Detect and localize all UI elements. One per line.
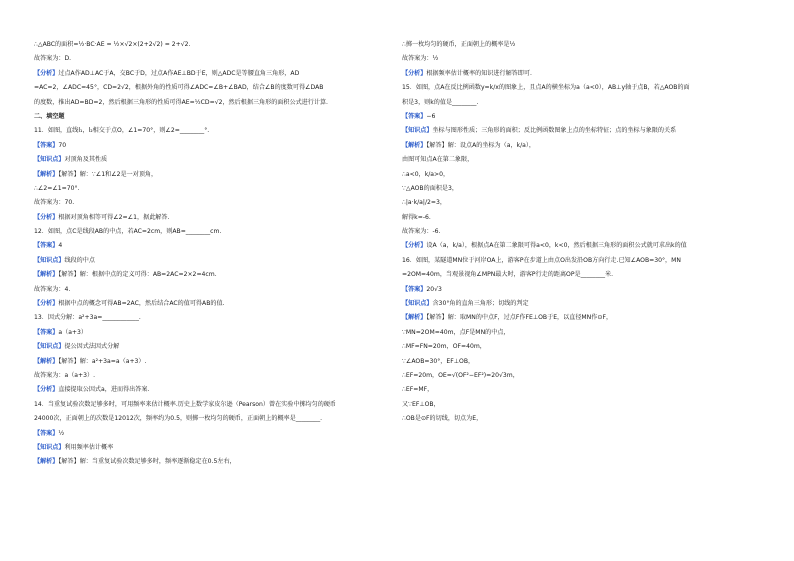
- line-text: 24000次，正面朝上的次数是12012次，频率约为0.5，则掷一枚均匀的硬币，正面朝上的概率是________.: [34, 415, 323, 423]
- line-text: 利用频率估计概率: [64, 443, 114, 451]
- bracket-label: 【知识点】: [34, 443, 65, 451]
- line-text: 提公因式法因式分解: [64, 343, 120, 351]
- line-text: 【解答】解：当重复试验次数足够多时，频率逐渐稳定在0.5左右，: [58, 458, 236, 466]
- line-text: 12．如图，点C是线段AB的中点，若AC=2cm，则AB=________cm.: [34, 228, 222, 236]
- line-text: ∴|a·k/a|/2=3，: [402, 199, 446, 207]
- bracket-label: 【解析】: [34, 458, 59, 466]
- line-text: 11．如图，直线l₁，l₂相交于点O，∠1=70°，则∠2=________°.: [34, 127, 210, 135]
- line-text: ∴EF=MF，: [402, 386, 434, 394]
- text-line: [34, 124, 386, 138]
- text-line: [402, 340, 764, 354]
- bracket-label: 【分析】: [34, 300, 59, 308]
- line-text: 解得k=-6.: [402, 213, 431, 221]
- bracket-label: 【答案】: [34, 328, 59, 336]
- text-line: [34, 182, 386, 196]
- line-text: 【解答】解：根据中点的定义可得：AB=2AC=2×2=4cm.: [58, 271, 217, 279]
- line-text: 的度数，推出AD=BD=2，然后根据三角形的性质可得AE=½CD=√2，然后根据三角形的面积公式进行计算.: [34, 98, 328, 106]
- right-column: [402, 38, 764, 427]
- bracket-label: 【知识点】: [34, 156, 65, 164]
- bracket-label: 【答案】: [402, 285, 427, 293]
- bracket-label: 【分析】: [402, 242, 427, 250]
- line-text: 70: [58, 141, 67, 149]
- bracket-label: 【解析】: [402, 141, 427, 149]
- left-column: [34, 38, 386, 470]
- line-text: 坐标与图形性质；三角形的面积；反比例函数图象上点的坐标特征；点的坐标与象限的关系: [432, 127, 677, 135]
- text-line: [402, 139, 764, 153]
- line-text: 故答案为：70.: [34, 199, 75, 207]
- text-line: [402, 225, 764, 239]
- text-line: [34, 52, 386, 66]
- line-text: 线段的中点: [64, 256, 95, 264]
- text-line: [34, 67, 386, 81]
- line-text: 15．如图，点A在反比例函数y=k/x的图象上，且点A的横坐标为a（a<0），AB⊥y轴于点B，若△AOB的面: [402, 84, 690, 92]
- text-line: [34, 239, 386, 253]
- text-line: [402, 196, 764, 210]
- text-line: [34, 211, 386, 225]
- text-line: [34, 455, 386, 469]
- line-text: 【解答】解：∵∠1和∠2是一对顶角，: [58, 170, 158, 178]
- text-line: [402, 254, 764, 268]
- line-text: 含30°角的直角三角形；切线的判定: [432, 300, 529, 308]
- text-line: [402, 110, 764, 124]
- line-text: 根据对顶角相等可得∠2=∠1，据此解答.: [58, 213, 170, 221]
- line-text: 故答案为：4.: [34, 285, 71, 293]
- line-text: 由图可知点A在第二象限，: [402, 156, 474, 164]
- text-line: [402, 67, 764, 81]
- text-line: [402, 182, 764, 196]
- text-line: [34, 355, 386, 369]
- line-text: ∴EF=20m，OE=√(OF²−EF²)=20√3m，: [402, 371, 519, 379]
- bracket-label: 【分析】: [34, 386, 59, 394]
- text-line: [34, 412, 386, 426]
- line-text: ∴a<0，k/a>0，: [402, 170, 450, 178]
- line-text: 【解答】解：取MN的中点F，过点F作FE⊥OB于E，以直径MN作⊙F，: [426, 314, 613, 322]
- text-line: [34, 398, 386, 412]
- text-line: [34, 225, 386, 239]
- text-line: [34, 427, 386, 441]
- line-text: ∴△ABC的面积=½·BC·AE = ½×√2×(2+2√2) = 2+√2.: [34, 41, 191, 48]
- text-line: [34, 38, 386, 52]
- line-text: ½: [58, 429, 65, 437]
- text-line: [402, 52, 764, 66]
- line-text: 4: [58, 242, 63, 250]
- line-text: 13．因式分解：a²+3a=____________.: [34, 314, 141, 322]
- line-text: ∴掷一枚均匀的硬币，正面朝上的概率是½: [402, 41, 516, 48]
- bracket-label: 【答案】: [402, 112, 427, 120]
- bracket-label: 【答案】: [34, 141, 59, 149]
- text-line: [34, 196, 386, 210]
- text-line: [402, 383, 764, 397]
- line-text: 过点A作AD⊥AC于A，交BC于D，过点A作AE⊥BD于E，则△ADC是等腰直角三角形，AD: [58, 69, 300, 77]
- line-text: 直接提取公因式a，进而得出答案.: [58, 386, 150, 394]
- text-line: [402, 369, 764, 383]
- line-text: −6: [426, 112, 436, 120]
- line-text: 14．当重复试验次数足够多时，可用频率来估计概率.历史上数学家皮尔逊（Pearson）曾在实验中掷均匀的硬币: [34, 400, 337, 408]
- text-line: [34, 311, 386, 325]
- text-line: [402, 96, 764, 110]
- text-line: [34, 96, 386, 110]
- line-text: 根据中点的概念可得AB=2AC，然后结合AC的值可得AB的值.: [58, 300, 225, 308]
- line-text: 根据频率估计概率的知识进行解答即可.: [426, 69, 532, 77]
- bracket-label: 【分析】: [34, 69, 59, 77]
- bracket-label: 【知识点】: [402, 127, 433, 135]
- line-text: 故答案为：D.: [34, 55, 72, 63]
- line-text: =2OM=40m，当观景视角∠MPN最大时，游客P行走的距离OP是________米.: [402, 271, 614, 279]
- line-text: 20√3: [426, 285, 442, 293]
- text-line: [402, 81, 764, 95]
- text-line: [34, 268, 386, 282]
- line-text: 对顶角及其性质: [64, 156, 108, 164]
- text-line: [34, 340, 386, 354]
- text-line: [402, 283, 764, 297]
- text-line: [34, 297, 386, 311]
- text-line: [402, 297, 764, 311]
- text-line: [34, 153, 386, 167]
- bracket-label: 【知识点】: [34, 343, 65, 351]
- text-line: [34, 254, 386, 268]
- bracket-label: 【答案】: [34, 242, 59, 250]
- text-line: [34, 369, 386, 383]
- text-line: [402, 268, 764, 282]
- text-line: [34, 81, 386, 95]
- line-text: 16．如图，某隧道MN位于河岸OA上，游客P在步道上由点O出发沿OB方向行走.已知∠AOB=30°，MN: [402, 256, 681, 264]
- text-line: [402, 124, 764, 138]
- bracket-label: 【答案】: [34, 429, 59, 437]
- text-line: [34, 283, 386, 297]
- line-text: 积是3，则k的值是________.: [402, 98, 479, 106]
- line-text: a（a+3）: [58, 328, 88, 336]
- text-line: [402, 326, 764, 340]
- line-text: ∴∠2=∠1=70°.: [34, 184, 80, 192]
- text-line: [402, 168, 764, 182]
- bracket-label: 【知识点】: [34, 256, 65, 264]
- text-line: [34, 139, 386, 153]
- text-line: [34, 441, 386, 455]
- line-text: 故答案为：-6.: [402, 228, 441, 236]
- line-text: 又∵EF⊥OB，: [402, 400, 440, 408]
- line-text: 二、填空题: [34, 112, 65, 120]
- bracket-label: 【解析】: [402, 314, 427, 322]
- text-line: [402, 311, 764, 325]
- bracket-label: 【解析】: [34, 271, 59, 279]
- bracket-label: 【分析】: [402, 69, 427, 77]
- line-text: ∵△AOB的面积是3，: [402, 184, 458, 192]
- line-text: ∴OB是⊙F的切线，切点为E，: [402, 415, 483, 423]
- line-text: ∵MN=2OM=40m，点F是MN的中点，: [402, 328, 510, 336]
- text-line: [34, 383, 386, 397]
- text-line: [402, 355, 764, 369]
- text-line: [402, 38, 764, 52]
- line-text: ∵∠AOB=30°，EF⊥OB，: [402, 357, 475, 365]
- line-text: 【解答】解：设点A的坐标为（a，k/a），: [426, 141, 535, 149]
- line-text: 故答案为：½: [402, 55, 439, 63]
- bracket-label: 【解析】: [34, 357, 59, 365]
- line-text: 【解答】解：a²+3a=a（a+3）.: [58, 357, 147, 365]
- text-line: [402, 239, 764, 253]
- bracket-label: 【知识点】: [402, 300, 433, 308]
- text-line: [34, 168, 386, 182]
- bracket-label: 【分析】: [34, 213, 59, 221]
- text-line: [34, 326, 386, 340]
- bracket-label: 【解析】: [34, 170, 59, 178]
- text-line: [402, 412, 764, 426]
- line-text: ∴MF=FN=20m，OF=40m，: [402, 343, 486, 351]
- text-line: [402, 153, 764, 167]
- line-text: 设A（a，k/a），根据点A在第二象限可得a<0，k<0，然后根据三角形的面积公式就可求出k的值: [426, 242, 687, 250]
- text-line: [402, 398, 764, 412]
- text-line: [402, 211, 764, 225]
- line-text: =AC=2，∠ADC=45°，CD=2√2，根据外角的性质可得∠ADC=∠B+∠BAD，结合∠B的度数可得∠DAB: [34, 84, 324, 92]
- section-heading: [34, 110, 386, 124]
- line-text: 故答案为：a（a+3）.: [34, 371, 96, 379]
